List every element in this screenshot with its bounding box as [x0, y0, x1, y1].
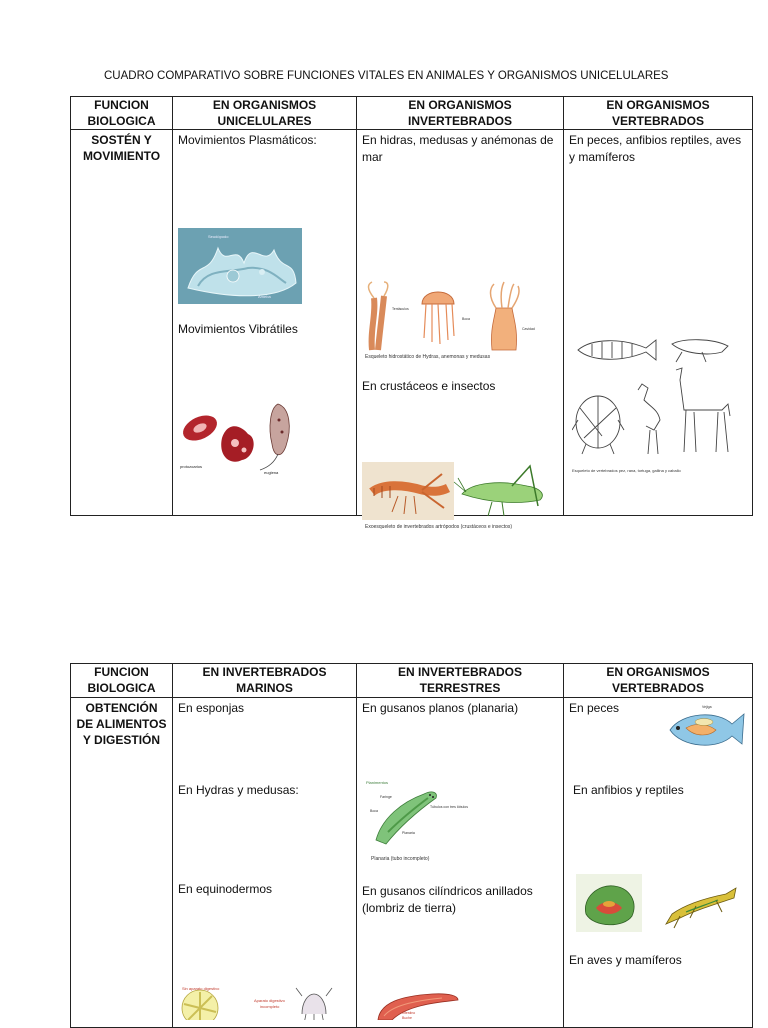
table-obtencion-alimentos: [70, 663, 753, 1028]
cell-vertebrados-2: [564, 698, 753, 1028]
row-label-sosten: SOSTÉN Y MOVIMIENTO: [71, 130, 173, 516]
header-funcion: FUNCION BIOLOGICA: [71, 97, 173, 130]
text-movimientos-plasmaticos: Movimientos Plasmáticos:: [178, 133, 317, 147]
caption-exoesqueleto: Exoesqueleto de invertebrados artrópodos (crustáceos e insectos): [365, 524, 513, 530]
svg-text:Boca: Boca: [462, 317, 470, 321]
header-vertebrados: EN ORGANISMOS VERTEBRADOS: [564, 97, 753, 130]
cell-vertebrados: [564, 130, 753, 516]
text-anfibios-reptiles: En anfibios y reptiles: [573, 783, 684, 797]
cell-unicelulares: [173, 130, 357, 516]
svg-text:Planaria: Planaria: [402, 831, 415, 835]
row-label-obtencion: OBTENCIÓN DE ALIMENTOS Y DIGESTIÓN: [71, 698, 173, 1028]
svg-text:Intestino: Intestino: [402, 1011, 416, 1015]
fish-digestive-image: [666, 700, 746, 756]
vertebrate-skeletons-image: [572, 330, 742, 470]
protozoa-image: [178, 398, 302, 480]
svg-text:Seudópodo: Seudópodo: [208, 234, 229, 239]
header-invertebrados: EN ORGANISMOS INVERTEBRADOS: [357, 97, 564, 130]
svg-text:Buche: Buche: [402, 1016, 412, 1020]
text-aves-mamiferos: En aves y mamíferos: [569, 953, 682, 967]
cell-invertebrados-terrestres: [357, 698, 564, 1028]
text-esponjas: En esponjas: [178, 701, 245, 715]
svg-text:Sin aparato digestivo: Sin aparato digestivo: [182, 986, 220, 991]
text-movimientos-vibratiles: Movimientos Vibrátiles: [178, 322, 298, 336]
svg-text:Aparato digestivo: Aparato digestivo: [254, 998, 285, 1003]
text-hidras-medusas: En hidras, medusas y anémonas de mar: [362, 133, 554, 164]
header-unicelulares: EN ORGANISMOS UNICELULARES: [173, 97, 357, 130]
earthworm-image: [362, 986, 482, 1020]
text-peces: En peces: [569, 701, 620, 715]
svg-text:incompleto: incompleto: [260, 1004, 280, 1009]
svg-text:Ameba: Ameba: [258, 294, 271, 299]
header-vertebrados-2: EN ORGANISMOS VERTEBRADOS: [564, 664, 753, 698]
svg-text:Túbulos con tres lóbulos: Túbulos con tres lóbulos: [430, 805, 468, 809]
caption-esqueleto-hidrostatico: Esqueleto hidrostático de Hydras, anemonas y medusas: [365, 354, 491, 360]
svg-text:euglena: euglena: [264, 470, 279, 475]
cell-invertebrados-marinos: [173, 698, 357, 1028]
caption-planaria: Planaria (tubo incompleto): [371, 856, 430, 862]
header-funcion-2: FUNCION BIOLOGICA: [71, 664, 173, 698]
lobster-grasshopper-image: [362, 462, 557, 520]
cell-invertebrados: [357, 130, 564, 530]
text-gusanos-planos: En gusanos planos (planaria): [362, 701, 519, 715]
planaria-image: [362, 778, 482, 848]
starfish-digestive-image: [178, 984, 338, 1020]
caption-esqueleto-vertebrados: Esqueleto de vertebrados pez, rana, tortuga, gallina y caballo: [572, 468, 681, 473]
text-gusanos-cilindricos: En gusanos cilíndricos anillados (lombriz de tierra): [362, 884, 533, 915]
frog-lizard-image: [576, 874, 742, 934]
header-invertebrados-terrestres: EN INVERTEBRADOS TERRESTRES: [357, 664, 564, 698]
svg-text:Tentáculos: Tentáculos: [392, 307, 409, 311]
svg-text:Vejiga: Vejiga: [702, 705, 712, 709]
svg-text:Faringe: Faringe: [380, 795, 392, 799]
svg-text:Cavidad: Cavidad: [522, 327, 535, 331]
svg-text:Boca: Boca: [370, 809, 378, 813]
svg-text:protozoarios: protozoarios: [180, 464, 203, 469]
amoeba-image: [178, 228, 302, 304]
text-crustaceos-insectos: En crustáceos e insectos: [362, 379, 496, 393]
document-title: CUADRO COMPARATIVO SOBRE FUNCIONES VITALES EN ANIMALES Y ORGANISMOS UNICELULARES: [104, 70, 669, 82]
text-peces-anfibios: En peces, anfibios reptiles, aves y mamíferos: [569, 133, 742, 164]
table-sosten-movimiento: [70, 96, 753, 530]
svg-text:Planimentos: Planimentos: [366, 780, 389, 785]
header-invertebrados-marinos: EN INVERTEBRADOS MARINOS: [173, 664, 357, 698]
text-equinodermos: En equinodermos: [178, 882, 273, 896]
hydra-medusa-anemona-image: [362, 280, 554, 360]
text-hydras-medusas: En Hydras y medusas:: [178, 783, 299, 797]
